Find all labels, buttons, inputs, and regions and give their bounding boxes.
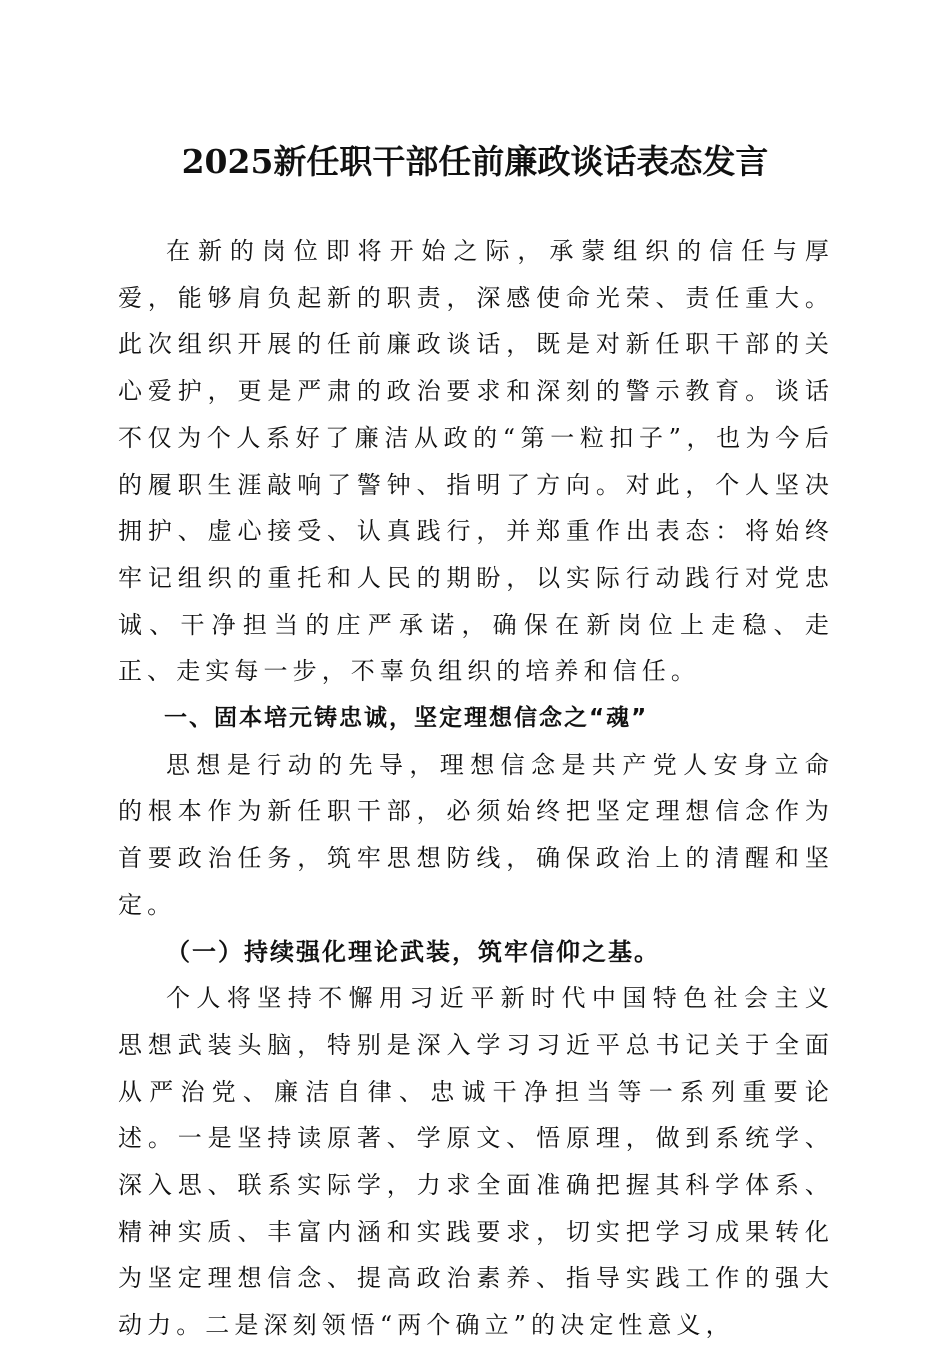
subsection-paragraph: 个人将坚持不懈用习近平新时代中国特色社会主义思想武装头脑，特别是深入学习习近平总书记关于全面从严治党、廉洁自律、忠诚干净担当等一系列重要论述。一是坚持读原著、学原文、悟原理，做到系统学、深入思、联系实际学，力求全面准确把握其科学体系、精神实质、丰富内涵和实践要求，切实把学习成果转化为坚定理想信念、提高政治素养、指导实践工作的强大动力。二是深刻领悟“两个确立”的决定性意义，	[118, 984, 834, 1340]
document-body	[118, 228, 834, 1349]
document-title: 2025新任职干部任前廉政谈话表态发言	[181, 142, 769, 181]
section-heading: 一、固本培元铸忠诚，坚定理想信念之“魂”	[164, 705, 649, 732]
section-paragraph: 思想是行动的先导，理想信念是共产党人安身立命的根本作为新任职干部，必须始终把坚定理想信念作为首要政治任务，筑牢思想防线，确保政治上的清醒和坚定。	[118, 750, 834, 919]
subsection-heading: （一）持续强化理论武装，筑牢信仰之基。	[166, 936, 660, 966]
intro-paragraph: 在新的岗位即将开始之际，承蒙组织的信任与厚爱，能够肩负起新的职责，深感使命光荣、责任重大。此次组织开展的任前廉政谈话，既是对新任职干部的关心爱护，更是严肃的政治要求和深刻的警示教育。谈话不仅为个人系好了廉洁从政的“第一粒扣子”，也为今后的履职生涯敲响了警钟、指明了方向。对此，个人坚决拥护、虚心接受、认真践行，并郑重作出表态：将始终牢记组织的重托和人民的期盼，以实际行动践行对党忠诚、干净担当的庄严承诺，确保在新岗位上走稳、走正、走实每一步，不辜负组织的培养和信任。	[118, 237, 834, 686]
